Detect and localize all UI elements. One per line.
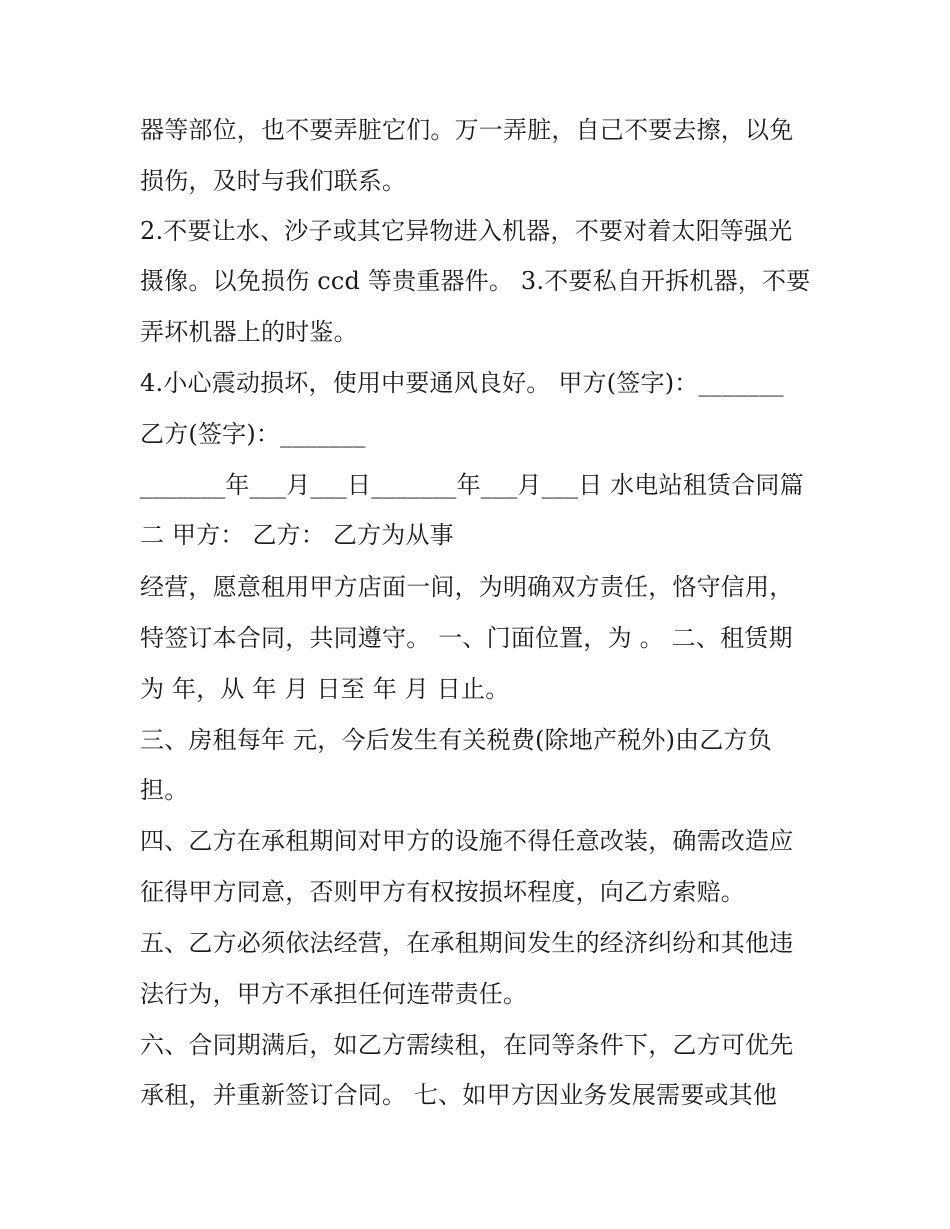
text-line: 承租，并重新签订合同。 七、如甲方因业务发展需要或其他 bbox=[140, 1081, 778, 1109]
text-line: 2.不要让水、沙子或其它异物进入机器，不要对着太阳等强光 bbox=[140, 217, 793, 245]
text-line: 法行为，甲方不承担任何连带责任。 bbox=[140, 980, 528, 1008]
text-line: 征得甲方同意，否则甲方有权按损坏程度，向乙方索赔。 bbox=[140, 878, 745, 906]
text-line: 经营，愿意租用甲方店面一间，为明确双方责任，恪守信用， bbox=[140, 573, 794, 601]
text-line: 器等部位，也不要弄脏它们。万一弄脏，自己不要去擦，以免 bbox=[140, 116, 794, 144]
text-line: 损伤，及时与我们联系。 bbox=[140, 167, 407, 195]
signature-line-party-a: 4.小心震动损坏，使用中要通风良好。 甲方(签字)：_______ bbox=[140, 369, 784, 397]
text-line: 四、乙方在承租期间对甲方的设施不得任意改装，确需改造应 bbox=[140, 827, 794, 855]
text-line: 三、房租每年 元，今后发生有关税费(除地产税外)由乙方负 bbox=[140, 726, 772, 754]
text-line: 五、乙方必须依法经营，在承租期间发生的经济纠纷和其他违 bbox=[140, 929, 794, 957]
date-line: _______年___月___日_______年___月___日 水电站租赁合同篇 bbox=[140, 471, 804, 499]
text-line: 为 年，从 年 月 日至 年 月 日止。 bbox=[140, 675, 510, 703]
text-line: 摄像。以免损伤 ccd 等贵重器件。 3.不要私自开拆机器，不要 bbox=[140, 267, 811, 295]
text-line: 六、合同期满后，如乙方需续租，在同等条件下，乙方可优先 bbox=[140, 1031, 794, 1059]
text-line: 特签订本合同，共同遵守。 一、门面位置，为 。 二、租赁期 bbox=[140, 624, 793, 652]
text-line: 弄坏机器上的时鉴。 bbox=[140, 318, 358, 346]
text-line: 担。 bbox=[140, 776, 189, 804]
signature-line-party-b: 乙方(签字)：_______ bbox=[140, 420, 366, 448]
parties-line: 二 甲方： 乙方： 乙方为从事 bbox=[140, 521, 454, 549]
